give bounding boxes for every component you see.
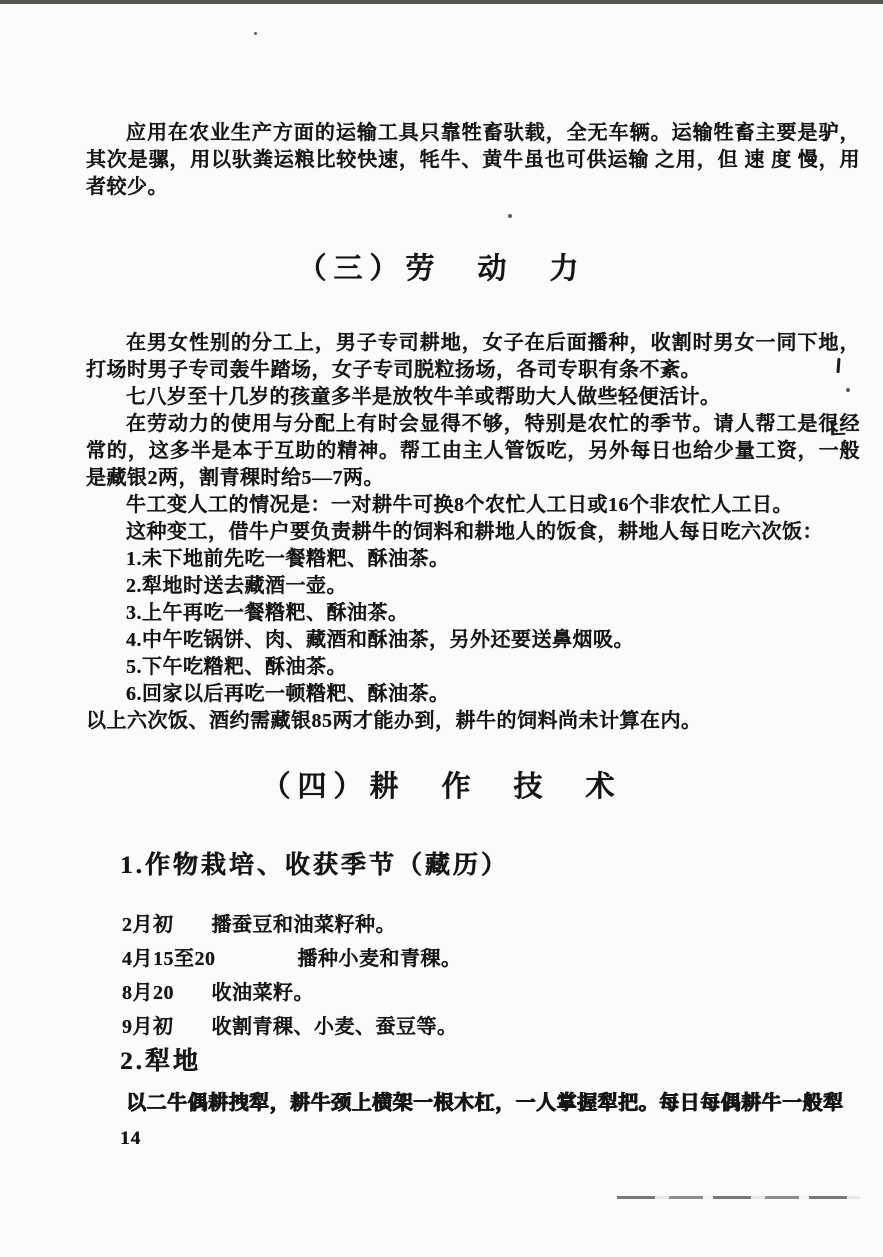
ink-speck-artifact bbox=[254, 32, 257, 35]
plowing-paragraph-block bbox=[86, 1090, 860, 1117]
paragraph-six-meals-intro: 这种变工，借牛户要负责耕牛的饲料和耕地人的饭食，耕地人每日吃六次饭： bbox=[126, 521, 823, 543]
meal-list-item-1: 1.未下地前先吃一餐糌粑、酥油茶。 bbox=[126, 548, 450, 570]
paragraph-plowing: 以二牛偶耕拽犁，耕牛颈上横架一根木杠，一人掌握犁把。每日每偶耕牛一般犁 bbox=[126, 1092, 844, 1114]
intro-paragraph-block bbox=[86, 120, 860, 201]
margin-mark-artifact bbox=[831, 420, 846, 435]
crop-season-schedule bbox=[122, 908, 862, 1044]
subsection-2-heading: 2.犁地 bbox=[120, 1048, 201, 1075]
schedule-date: 4月15至20 bbox=[122, 948, 216, 970]
bottom-smudge-artifact bbox=[617, 1196, 860, 1199]
meal-list-item-2: 2.犁地时送去藏酒一壶。 bbox=[126, 575, 347, 597]
paragraph-ox-labor-exchange: 牛工变人工的情况是：一对耕牛可换8个农忙人工日或16个非农忙人工日。 bbox=[126, 494, 793, 516]
subsection-1-heading: 1.作物栽培、收获季节（藏历） bbox=[120, 852, 509, 879]
meal-list-item-6: 6.回家以后再吃一顿糌粑、酥油茶。 bbox=[126, 683, 450, 705]
schedule-date: 8月20 bbox=[122, 982, 174, 1004]
schedule-date: 2月初 bbox=[122, 914, 174, 936]
paragraph-cost-summary: 以上六次饭、酒约需藏银85两才能办到，耕牛的饲料尚未计算在内。 bbox=[86, 710, 702, 732]
section-4-heading: （四）耕 作 技 术 bbox=[261, 771, 622, 803]
scan-edge-artifact bbox=[0, 0, 883, 4]
schedule-row bbox=[122, 908, 862, 942]
meal-list-item-5: 5.下午吃糌粑、酥油茶。 bbox=[126, 656, 347, 678]
ink-speck-artifact bbox=[846, 388, 850, 392]
paragraph-hired-help: 在劳动力的使用与分配上有时会显得不够，特别是农忙的季节。请人帮工是很经常的，这多半是本于互助的精神。帮工由主人管饭吃，另外每日也给少量工资，一般是藏银2两，割青稞时给5—7两。 bbox=[86, 413, 860, 489]
meal-list-item-3: 3.上午再吃一餐糌粑、酥油茶。 bbox=[126, 602, 409, 624]
schedule-activity: 收油菜籽。 bbox=[211, 982, 314, 1004]
meal-list-item-4: 4.中午吃锅饼、肉、藏酒和酥油茶，另外还要送鼻烟吸。 bbox=[126, 629, 634, 651]
schedule-row bbox=[122, 1010, 862, 1044]
schedule-activity: 播种小麦和青稞。 bbox=[297, 948, 462, 970]
schedule-date: 9月初 bbox=[122, 1016, 174, 1038]
page-number: 14 bbox=[120, 1128, 141, 1149]
section-3-heading: （三）劳 动 力 bbox=[297, 253, 586, 285]
schedule-row bbox=[122, 942, 862, 976]
schedule-activity: 收割青稞、小麦、蚕豆等。 bbox=[211, 1016, 458, 1038]
intro-paragraph: 应用在农业生产方面的运输工具只靠牲畜驮载，全无车辆。运输牲畜主要是驴，其次是骡，用以驮粪运粮比较快速，牦牛、黄牛虽也可供运输 之用，但 速 度 慢，用者较少。 bbox=[86, 122, 860, 198]
section-3-body bbox=[86, 330, 860, 735]
schedule-row bbox=[122, 976, 862, 1010]
ink-speck-artifact bbox=[508, 214, 512, 218]
paragraph-children: 七八岁至十几岁的孩童多半是放牧牛羊或帮助大人做些轻便活计。 bbox=[126, 386, 721, 408]
paragraph-division-of-labor: 在男女性别的分工上，男子专司耕地，女子在后面播种，收割时男女一同下地，打场时男子专司轰牛踏场，女子专司脱粒扬场，各司专职有条不紊。 bbox=[86, 332, 860, 381]
schedule-activity: 播蚕豆和油菜籽种。 bbox=[211, 914, 396, 936]
